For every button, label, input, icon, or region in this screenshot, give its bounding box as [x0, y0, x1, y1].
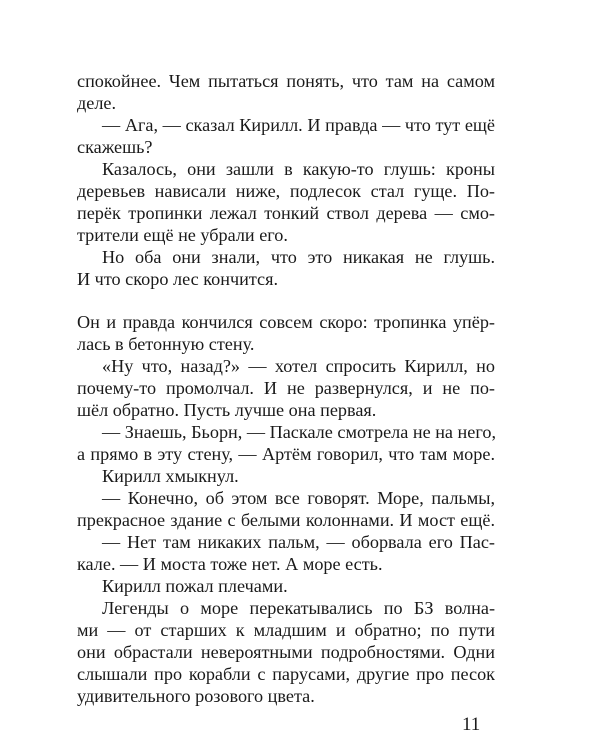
text-line: скажешь?: [77, 137, 153, 157]
text-line: — Конечно, об этом все говорят. Море, пальмы,: [102, 488, 495, 508]
text-line: трители ещё не убрали его.: [77, 225, 288, 245]
text-line: кале. — И моста тоже нет. А море есть.: [77, 554, 383, 574]
text-line: спокойнее. Чем пытаться понять, что там на самом: [77, 71, 495, 91]
text-line: перёк тропинки лежал тонкий ствол дерева — смо-: [77, 203, 495, 223]
text-line: удивительного розового цвета.: [77, 686, 315, 706]
text-line: ми — от старших к младшим и обратно; по пути: [77, 620, 495, 640]
text-line: Легенды о море перекатывались по БЗ волна-: [102, 598, 495, 618]
text-line: Кирилл пожал плечами.: [102, 576, 288, 596]
text-line: — Знаешь, Бьорн, — Паскале смотрела не на него,: [102, 422, 496, 442]
text-line: Казалось, они зашли в какую-то глушь: кроны: [102, 159, 495, 179]
text-line: почему-то промолчал. И не развернулся, и не по-: [77, 378, 495, 398]
text-line: деревьев нависали ниже, подлесок стал гуще. По-: [77, 181, 495, 201]
text-line: они обрастали невероятными подробностями. Одни: [77, 642, 495, 662]
text-line: прекрасное здание с белыми колоннами. И мост ещё.: [77, 510, 495, 530]
text-line: слышали про корабли с парусами, другие про песок: [77, 664, 495, 684]
text-line: — Нет там никаких пальм, — оборвала его Пас-: [102, 532, 495, 552]
text-line: «Ну что, назад?» — хотел спросить Кирилл, но: [102, 356, 495, 376]
text-line: — Ага, — сказал Кирилл. И правда — что тут ещё: [102, 115, 495, 135]
text-line: деле.: [77, 93, 117, 113]
text-line: И что скоро лес кончится.: [77, 269, 278, 289]
text-line: шёл обратно. Пусть лучше она первая.: [77, 400, 377, 420]
page-number: 11: [462, 714, 481, 735]
text-line: а прямо в эту стену, — Артём говорил, что там море.: [77, 444, 495, 464]
text-line: Он и правда кончился совсем скоро: тропинка упёр-: [77, 312, 495, 332]
text-line: Кирилл хмыкнул.: [102, 466, 239, 486]
text-line: Но оба они знали, что это никакая не глушь.: [102, 247, 495, 267]
text-line: лась в бетонную стену.: [77, 334, 255, 354]
